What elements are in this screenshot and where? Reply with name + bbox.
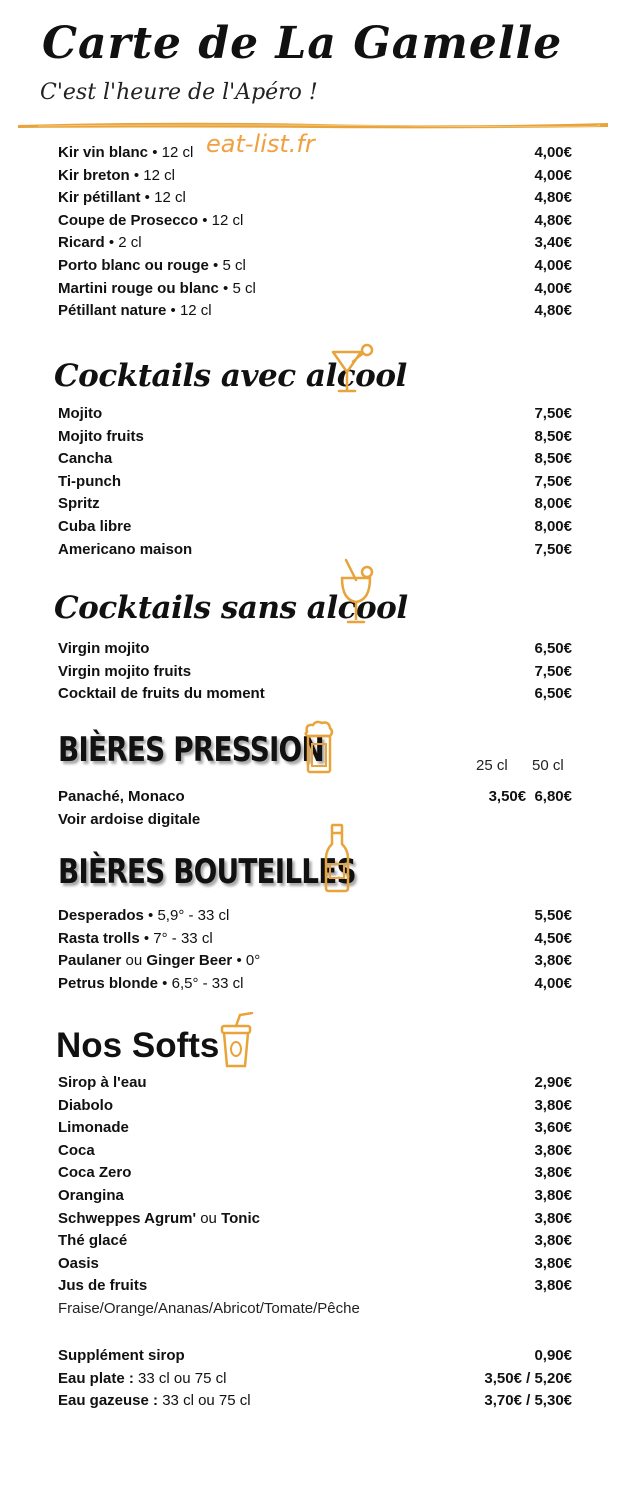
column-header-25cl: 25 cl bbox=[476, 757, 508, 774]
list-item: Cancha 8,50€ bbox=[58, 450, 572, 468]
section-title-bieres-pression: BIÈRES PRESSION bbox=[58, 730, 324, 770]
column-header-50cl: 50 cl bbox=[532, 757, 564, 774]
list-item: Kir pétillant • 12 cl 4,80€ bbox=[58, 189, 572, 207]
list-item: Voir ardoise digitale bbox=[58, 810, 201, 828]
list-item: Ti-punch 7,50€ bbox=[58, 472, 572, 490]
list-item: Kir vin blanc • 12 cl 4,00€ bbox=[58, 144, 572, 161]
juice-flavors: Fraise/Orange/Ananas/Abricot/Tomate/Pêche bbox=[58, 1300, 360, 1317]
softs-list bbox=[58, 1072, 572, 1298]
section-title-bieres-bouteilles: BIÈRES BOUTEILLES bbox=[58, 852, 356, 892]
list-item: Coca Zero 3,80€ bbox=[58, 1164, 572, 1182]
cocktails-sans-list bbox=[58, 638, 572, 706]
list-item: Pétillant nature • 12 cl 4,80€ bbox=[58, 302, 572, 320]
list-item: Rasta trolls • 7° - 33 cl 4,50€ bbox=[58, 929, 572, 947]
list-item: Spritz 8,00€ bbox=[58, 495, 572, 513]
list-item: Sirop à l'eau 2,90€ bbox=[58, 1074, 572, 1091]
list-item: Eau plate : 33 cl ou 75 cl 3,50€ / 5,20€ bbox=[58, 1369, 572, 1387]
list-item: Cuba libre 8,00€ bbox=[58, 517, 572, 535]
list-item: Schweppes Agrum' ou Tonic 3,80€ bbox=[58, 1209, 572, 1227]
soda-cup-icon bbox=[218, 1012, 256, 1070]
extras-list bbox=[58, 1345, 572, 1413]
list-item: Oasis 3,80€ bbox=[58, 1254, 572, 1272]
cocktails-alcool-list bbox=[58, 403, 572, 561]
bieres-bouteilles-list bbox=[58, 905, 572, 995]
cocktail-glass-icon bbox=[336, 558, 376, 628]
list-item: Desperados • 5,9° - 33 cl 5,50€ bbox=[58, 907, 572, 924]
list-item: Thé glacé 3,80€ bbox=[58, 1232, 572, 1250]
beer-bottle-icon bbox=[322, 822, 352, 894]
list-item: Supplément sirop 0,90€ bbox=[58, 1347, 572, 1364]
list-item: Coupe de Prosecco • 12 cl 4,80€ bbox=[58, 211, 572, 229]
beer-mug-icon bbox=[302, 720, 336, 776]
list-item: Eau gazeuse : 33 cl ou 75 cl 3,70€ / 5,30€ bbox=[58, 1392, 572, 1410]
list-item: Coca 3,80€ bbox=[58, 1141, 572, 1159]
list-item: Jus de fruits 3,80€ bbox=[58, 1277, 572, 1295]
page-subtitle: C'est l'heure de l'Apéro ! bbox=[40, 80, 318, 105]
page-title: Carte de La Gamelle bbox=[42, 18, 563, 69]
section-title-cocktails-sans: Cocktails sans alcool bbox=[54, 590, 408, 626]
list-item: Panaché, Monaco 3,50€ 6,80€ bbox=[58, 788, 572, 805]
list-item: Kir breton • 12 cl 4,00€ bbox=[58, 166, 572, 184]
list-item: Paulaner ou Ginger Beer • 0° 3,80€ bbox=[58, 952, 572, 970]
aperitif-list bbox=[58, 142, 572, 323]
list-item: Petrus blonde • 6,5° - 33 cl 4,00€ bbox=[58, 974, 572, 992]
list-item: Orangina 3,80€ bbox=[58, 1186, 572, 1204]
section-title-cocktails-alcool: Cocktails avec alcool bbox=[54, 358, 407, 394]
list-item: Ricard • 2 cl 3,40€ bbox=[58, 234, 572, 252]
list-item: Porto blanc ou rouge • 5 cl 4,00€ bbox=[58, 256, 572, 274]
list-item: Virgin mojito fruits 7,50€ bbox=[58, 662, 572, 680]
list-item: Diabolo 3,80€ bbox=[58, 1096, 572, 1114]
list-item: Americano maison 7,50€ bbox=[58, 540, 572, 558]
watermark: eat-list.fr bbox=[206, 130, 315, 158]
list-item: Mojito fruits 8,50€ bbox=[58, 427, 572, 445]
bieres-pression-list bbox=[58, 786, 572, 831]
martini-glass-icon bbox=[330, 342, 376, 396]
list-item: Virgin mojito 6,50€ bbox=[58, 640, 572, 657]
list-item: Martini rouge ou blanc • 5 cl 4,00€ bbox=[58, 279, 572, 297]
list-item: Cocktail de fruits du moment 6,50€ bbox=[58, 685, 572, 703]
section-title-softs: Nos Softs bbox=[56, 1026, 220, 1065]
list-item: Mojito 7,50€ bbox=[58, 405, 572, 422]
list-item: Limonade 3,60€ bbox=[58, 1119, 572, 1137]
